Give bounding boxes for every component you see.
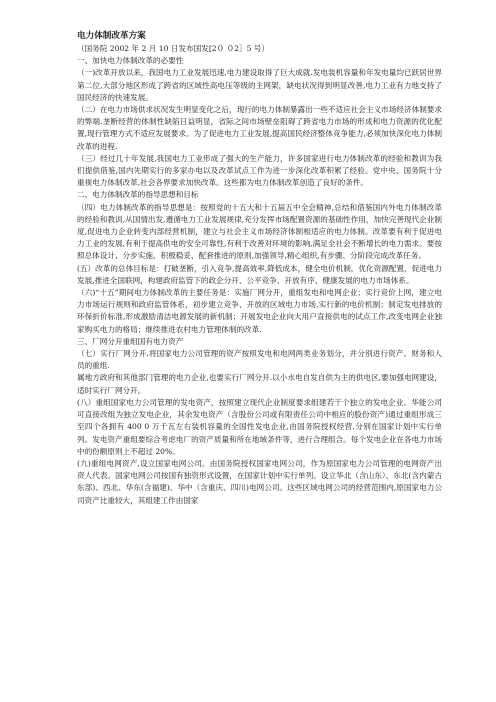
paragraph: （六)“十五”期间电力体制改革的主要任务是：实施厂网分开，重组发电和电网企业；实行竞价上网，建立电力市场运行规则和政府监管体系，初步建立竞争、开放的区域电力市场,实行新的电价机制；制定发电排放的环保折价标准,形成激励清洁电源发展的新机制；开展发电企业向大用户直接供电的试点工作,改变电网企业独家购买电力的格局；继续推进农村电力管理体制的改革. (77, 288, 442, 334)
paragraph: （七）实行厂网分开.将国家电力公司管理的资产按照发电和电网两类业务划分，并分别进行资产、财务和人员的重组. (77, 349, 442, 371)
paragraph: （三）经过几十年发展,我国电力工业形成了强大的生产能力，许多国家进行电力体制改革的经验和教训为我们提供借鉴,国内先期实行的多家办电以及改革试点工作为进一步深化改革积累了经验。党中央、国务院十分重视电力体制改革,社会各界要求加快改革。这些都为电力体制改革创造了良好的条件。 (77, 153, 442, 188)
paragraph: (八）重组国家电力公司管理的发电资产，按照建立现代企业制度要求组建若干个独立的发电企业。华能公司可直接改组为独立发电企业，其余发电资产（含股份公司或有限责任公司中相应的股份资产)通过重组形成三至四个各拥有 400 0 万千瓦左右装机容量的全国性发电企业,由国务院授权经营,分别在国家计划中实行单列。发电资产重组要综合考虑电厂的资产质量和所在地域条件等，进行合理组合。每个发电企业在各电力市场中的份额原则上不超过 20%。 (77, 397, 442, 456)
paragraph: （四）电力体制改革的指导思想是：按照党的十五大和十五届五中全会精神,总结和借鉴国内外电力体制改革的经验和教训,从国情出发,遵循电力工业发展规律,充分发挥市场配置资源的基础性作用，加快完善现代企业制度,促进电力企业转变内部经营机制，建立与社会主义市场经济体制相适应的电力体制。改革要有利于促进电力工业的发展,有利于提高供电的安全可靠性,有利于改善对环境的影响,满足全社会不断增长的电力需求。要按照总体设计、分步实施、积极稳妥、配套推进的原则,加强领导,精心组织,有步骤、分阶段完成改革任务。 (77, 202, 442, 261)
section-heading: 三、厂网分开重组国有电力资产 (77, 336, 184, 346)
paragraph: 属地方政府和其他部门管理的电力企业,也要实行厂网分开.以小水电自发自供为主的供电区,要加强电网建设，适时实行厂网分开。 (77, 373, 442, 395)
section-heading: 二、电力体制改革的指导思想和目标 (77, 190, 199, 200)
paragraph: （二）在电力市场供求状况发生明显变化之后，现行的电力体制暴露出一些不适应社会主义市场经济体制要求的弊端.垄断经营的体制性缺陷日益明显，省际之间市场壁垒阻碍了跨省电力市场的形成和电力资源的优化配置,现行管理方式不适应发展要求。为了促进电力工业发展,提高国民经济整体竞争能力,必须加快深化电力体制改革的进程. (77, 105, 442, 151)
paragraph: (五）改革的总体目标是：打破垄断，引入竞争,提高效率,降低成本，健全电价机制，优化资源配置，促进电力发展,推进全国联网，构建政府监管下的政企分开、公平竞争、开放有序、健康发展的电力市场体系。 (77, 263, 442, 285)
paragraph: (九)重组电网资产,设立国家电网公司。由国务院授权国家电网公司，作为原国家电力公司管理的电网资产出资人代表。国家电网公司按国有独资形式设置，在国家计划中实行单列。设立华北（含山东）、东北(含内蒙古东部)、西北、华东(含福建)、华中（含重庆、四川)电网公司。这些区域电网公司的经营范围内,原国家电力公司资产比重较大，其组建工作由国家 (77, 458, 442, 505)
document-subtitle: （国务院 2002 年 2 月 10 日发布国发[2０ ０2］5 号） (77, 44, 270, 53)
section-heading: 一、加快电力体制改革的必要性 (77, 56, 184, 66)
document-title: 电力体制改革方案 (77, 31, 146, 41)
paragraph: （一)改革开放以来，我国电力工业发展迅速,电力建设取得了巨大成就.发电装机容量和年发电量均已跃居世界第二位,大部分地区形成了跨省的区域性高电压等级的主网架，缺电状况得到明显改善,电力工业有力地支持了国民经济的快速发展。 (77, 68, 442, 102)
